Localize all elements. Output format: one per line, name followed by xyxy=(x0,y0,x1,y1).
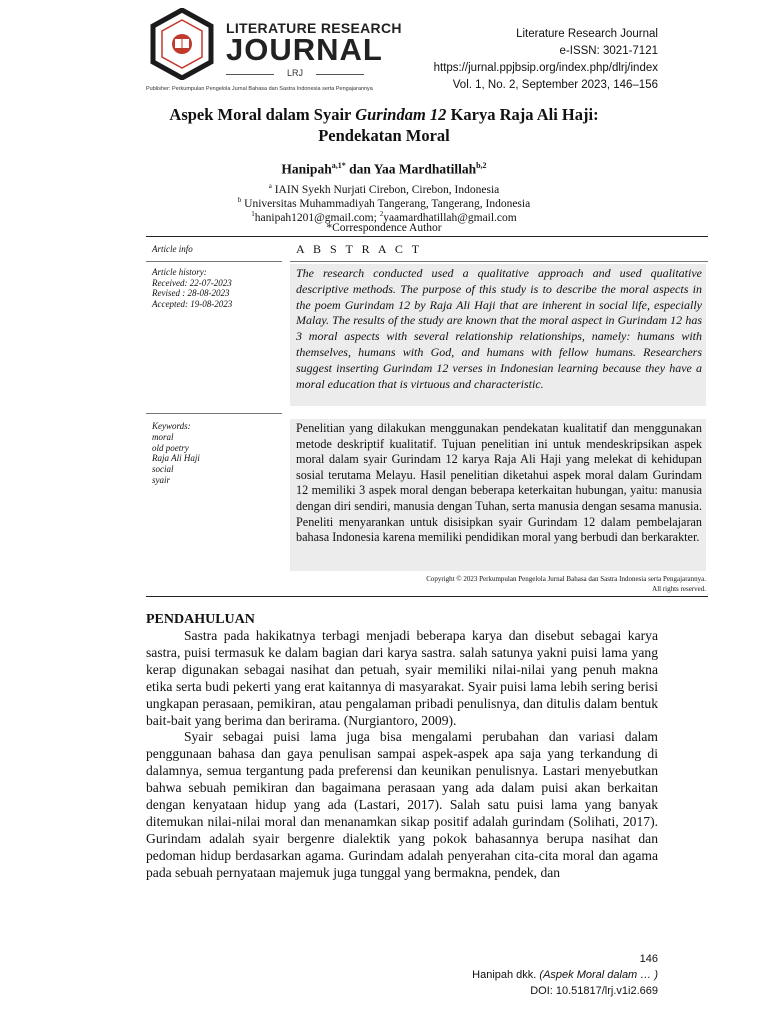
correspondence-note: *Correspondence Author xyxy=(326,222,442,234)
logo-abbreviation: LRJ xyxy=(226,68,364,78)
journal-volume: Vol. 1, No. 2, September 2023, 146–156 xyxy=(452,79,658,91)
email-1[interactable]: hanipah1201@gmail.com; xyxy=(254,211,380,224)
abstract-indonesian xyxy=(290,419,706,571)
section-heading: PENDAHULUAN xyxy=(146,612,255,627)
page-footer xyxy=(472,951,658,999)
affiliation-a-sup: a xyxy=(268,182,272,190)
keywords-label: Keywords: xyxy=(152,421,191,431)
keyword-item: syair xyxy=(152,474,170,485)
article-info-label: Article info xyxy=(152,244,193,254)
journal-eissn: e-ISSN: 3021-7121 xyxy=(559,45,658,57)
email-2[interactable]: yaamardhatillah@gmail.com xyxy=(383,211,517,224)
abstract-english-text: The research conducted used a qualitative approach and used qualitative descriptive methods. The purpose of this study is to describe the moral aspects in the poem Gurindam 12 by Raja Ali Haji that are inherent in social life, especially Malay. The results of the study are known that the moral aspect in Gurindam 12 has 3 moral aspects with several relationship relationships, namely: humans with themselves, humans with God, and humans with fellow humans. Researchers suggest inserting Gurindam 12 verses in Indonesian learning because they have a moral education that is virtuous and characteristic. xyxy=(296,266,702,391)
page-number: 146 xyxy=(639,953,658,965)
hexagon-logo-icon xyxy=(150,8,214,80)
keyword-item: moral xyxy=(152,431,174,442)
keyword-item: Raja Ali Haji xyxy=(152,453,200,464)
divider-info xyxy=(146,261,282,262)
journal-name: Literature Research Journal xyxy=(516,28,658,40)
journal-logo xyxy=(146,8,402,92)
body-text xyxy=(146,628,658,882)
keyword-item: old poetry xyxy=(152,442,189,453)
affiliation-b-sup: b xyxy=(237,196,242,204)
body-paragraph: Syair sebagai puisi lama juga bisa mengalami perubahan dan variasi dalam penggunaan bahasa dan gaya penulisan sampai aspek-aspek apa saja yang terkandung di dalamnya, semua tergantung pada preferensi dan keunikan penulisnya. Lastari menyebutkan bahwa sebuah pemikiran dan bagaimana perasaan yang ada dalam puisi akan berkaitan dengan kenyataan hidup yang ada (Lastari, 2017). Salah satu puisi lama yang banyak ditemukan nilai-nilai moral dan menanamkan sikap positif adalah gurindam (Solihati, 2017). Gurindam adalah syair bergenre dialektik yang pokok bahasannya berupa nasihat dan pedoman hidup berdasarkan agama. Gurindam adalah penyerahan cita-cita moral dan agama pada sebuah pernyataan majemuk juga tunggal yang bermakna, pendek, dan xyxy=(146,729,658,880)
abstract-english xyxy=(290,264,706,406)
citation-italic: (Aspek Moral dalam … ) xyxy=(539,969,658,981)
body-paragraph: Sastra pada hakikatnya terbagi menjadi beberapa karya dan disebut sebagai karya sastra, puisi termasuk ke dalam bagian dari karya sastra. salah satunya yakni puisi lama yang kerap digunakan sebagai nasihat dan petuah, syair memiliki nilai-nilai yang penuh makna etika serta budi pekerti yang erat kaitannya di masyarakat. Syair puisi lama lebih sering berisi ungkapan perasaan, pemikiran, atau pengalaman pribadi penulisnya, dan ditulis dalam bentuk bait-bait yang berima dan berirama. (Nurgiantoro, 2009). xyxy=(146,628,658,728)
revised-date: Revised : 28-08-2023 xyxy=(152,288,230,298)
title-part1: Aspek Moral dalam Syair xyxy=(169,105,356,124)
author-list xyxy=(110,161,658,178)
author-2: Yaa Mardhatillah xyxy=(373,161,477,177)
article-history xyxy=(152,267,232,309)
divider-top xyxy=(146,236,708,237)
divider-keywords xyxy=(146,413,282,414)
copyright-line1: Copyright © 2023 Perkumpulan Pengelola Jurnal Bahasa dan Sastra Indonesia serta Pengajarannya. xyxy=(426,575,706,583)
title-italic: Gurindam 12 xyxy=(355,105,447,124)
doi-line[interactable]: DOI: 10.51817/lrj.v1i2.669 xyxy=(530,985,658,997)
divider-abstract xyxy=(290,261,708,262)
keyword-item: social xyxy=(152,464,174,475)
author-1-sup: a,1* xyxy=(331,161,346,170)
accepted-date: Accepted: 19-08-2023 xyxy=(152,298,233,309)
abstract-heading: A B S T R A C T xyxy=(296,242,423,256)
email-1-sup: 1 xyxy=(251,210,255,218)
affiliation-a-text: IAIN Syekh Nurjati Cirebon, Cirebon, Indonesia xyxy=(271,183,500,196)
history-label: Article history: xyxy=(152,267,207,277)
received-date: Received: 22-07-2023 xyxy=(152,277,232,288)
keywords-block xyxy=(152,421,200,486)
divider-bottom xyxy=(146,596,708,597)
abstract-indonesian-text: Penelitian yang dilakukan menggunakan pendekatan kualitatif dan menggunakan metode deskriptif kualitatif. Tujuan penelitian ini untuk mendeskripsikan aspek moral dalam syair Gurindam 12 karya Raja Ali Haji yang melekat di kehidupan sosial terutama Melayu. Hasil penelitian diketahui aspek moral dalam Gurindam 12 memiliki 3 aspek moral dengan beberapa keterkaitan hubungan, yaitu: manusia dengan diri sendiri, manusia dengan Tuhan, serta manusia dengan sesama manusia. Peneliti menyarankan untuk disisipkan syair Gurindam 12 dalam pembelajaran bahasa Indonesia karena memiliki pendidikan moral yang berbudi dan berkarakter. xyxy=(296,421,702,545)
email-2-sup: 2 xyxy=(379,210,384,218)
logo-title-line1: LITERATURE RESEARCH xyxy=(226,20,402,36)
title-part2: Karya Raja Ali Haji: xyxy=(446,105,599,124)
author-conjunction: dan xyxy=(345,161,374,177)
affiliation-b-text: Universitas Muhammadiyah Tangerang, Tangerang, Indonesia xyxy=(241,197,531,210)
logo-title-line2: JOURNAL xyxy=(226,32,383,67)
citation-prefix: Hanipah dkk. xyxy=(472,969,540,981)
author-2-sup: b,2 xyxy=(476,161,487,170)
copyright-notice xyxy=(286,574,706,594)
journal-header xyxy=(0,0,768,96)
journal-info-block xyxy=(434,26,658,94)
title-line2: Pendekatan Moral xyxy=(318,126,450,145)
citation-line xyxy=(472,967,658,983)
author-1: Hanipah xyxy=(281,161,332,177)
journal-url[interactable]: https://jurnal.ppjbsip.org/index.php/dlrj/index xyxy=(433,62,658,74)
publisher-line: Publisher: Perkumpulan Pengelola Jurnal Bahasa dan Sastra Indonesia serta Pengajarannya xyxy=(146,86,373,92)
copyright-line2: All rights reserved. xyxy=(652,585,706,593)
article-title xyxy=(110,104,658,146)
